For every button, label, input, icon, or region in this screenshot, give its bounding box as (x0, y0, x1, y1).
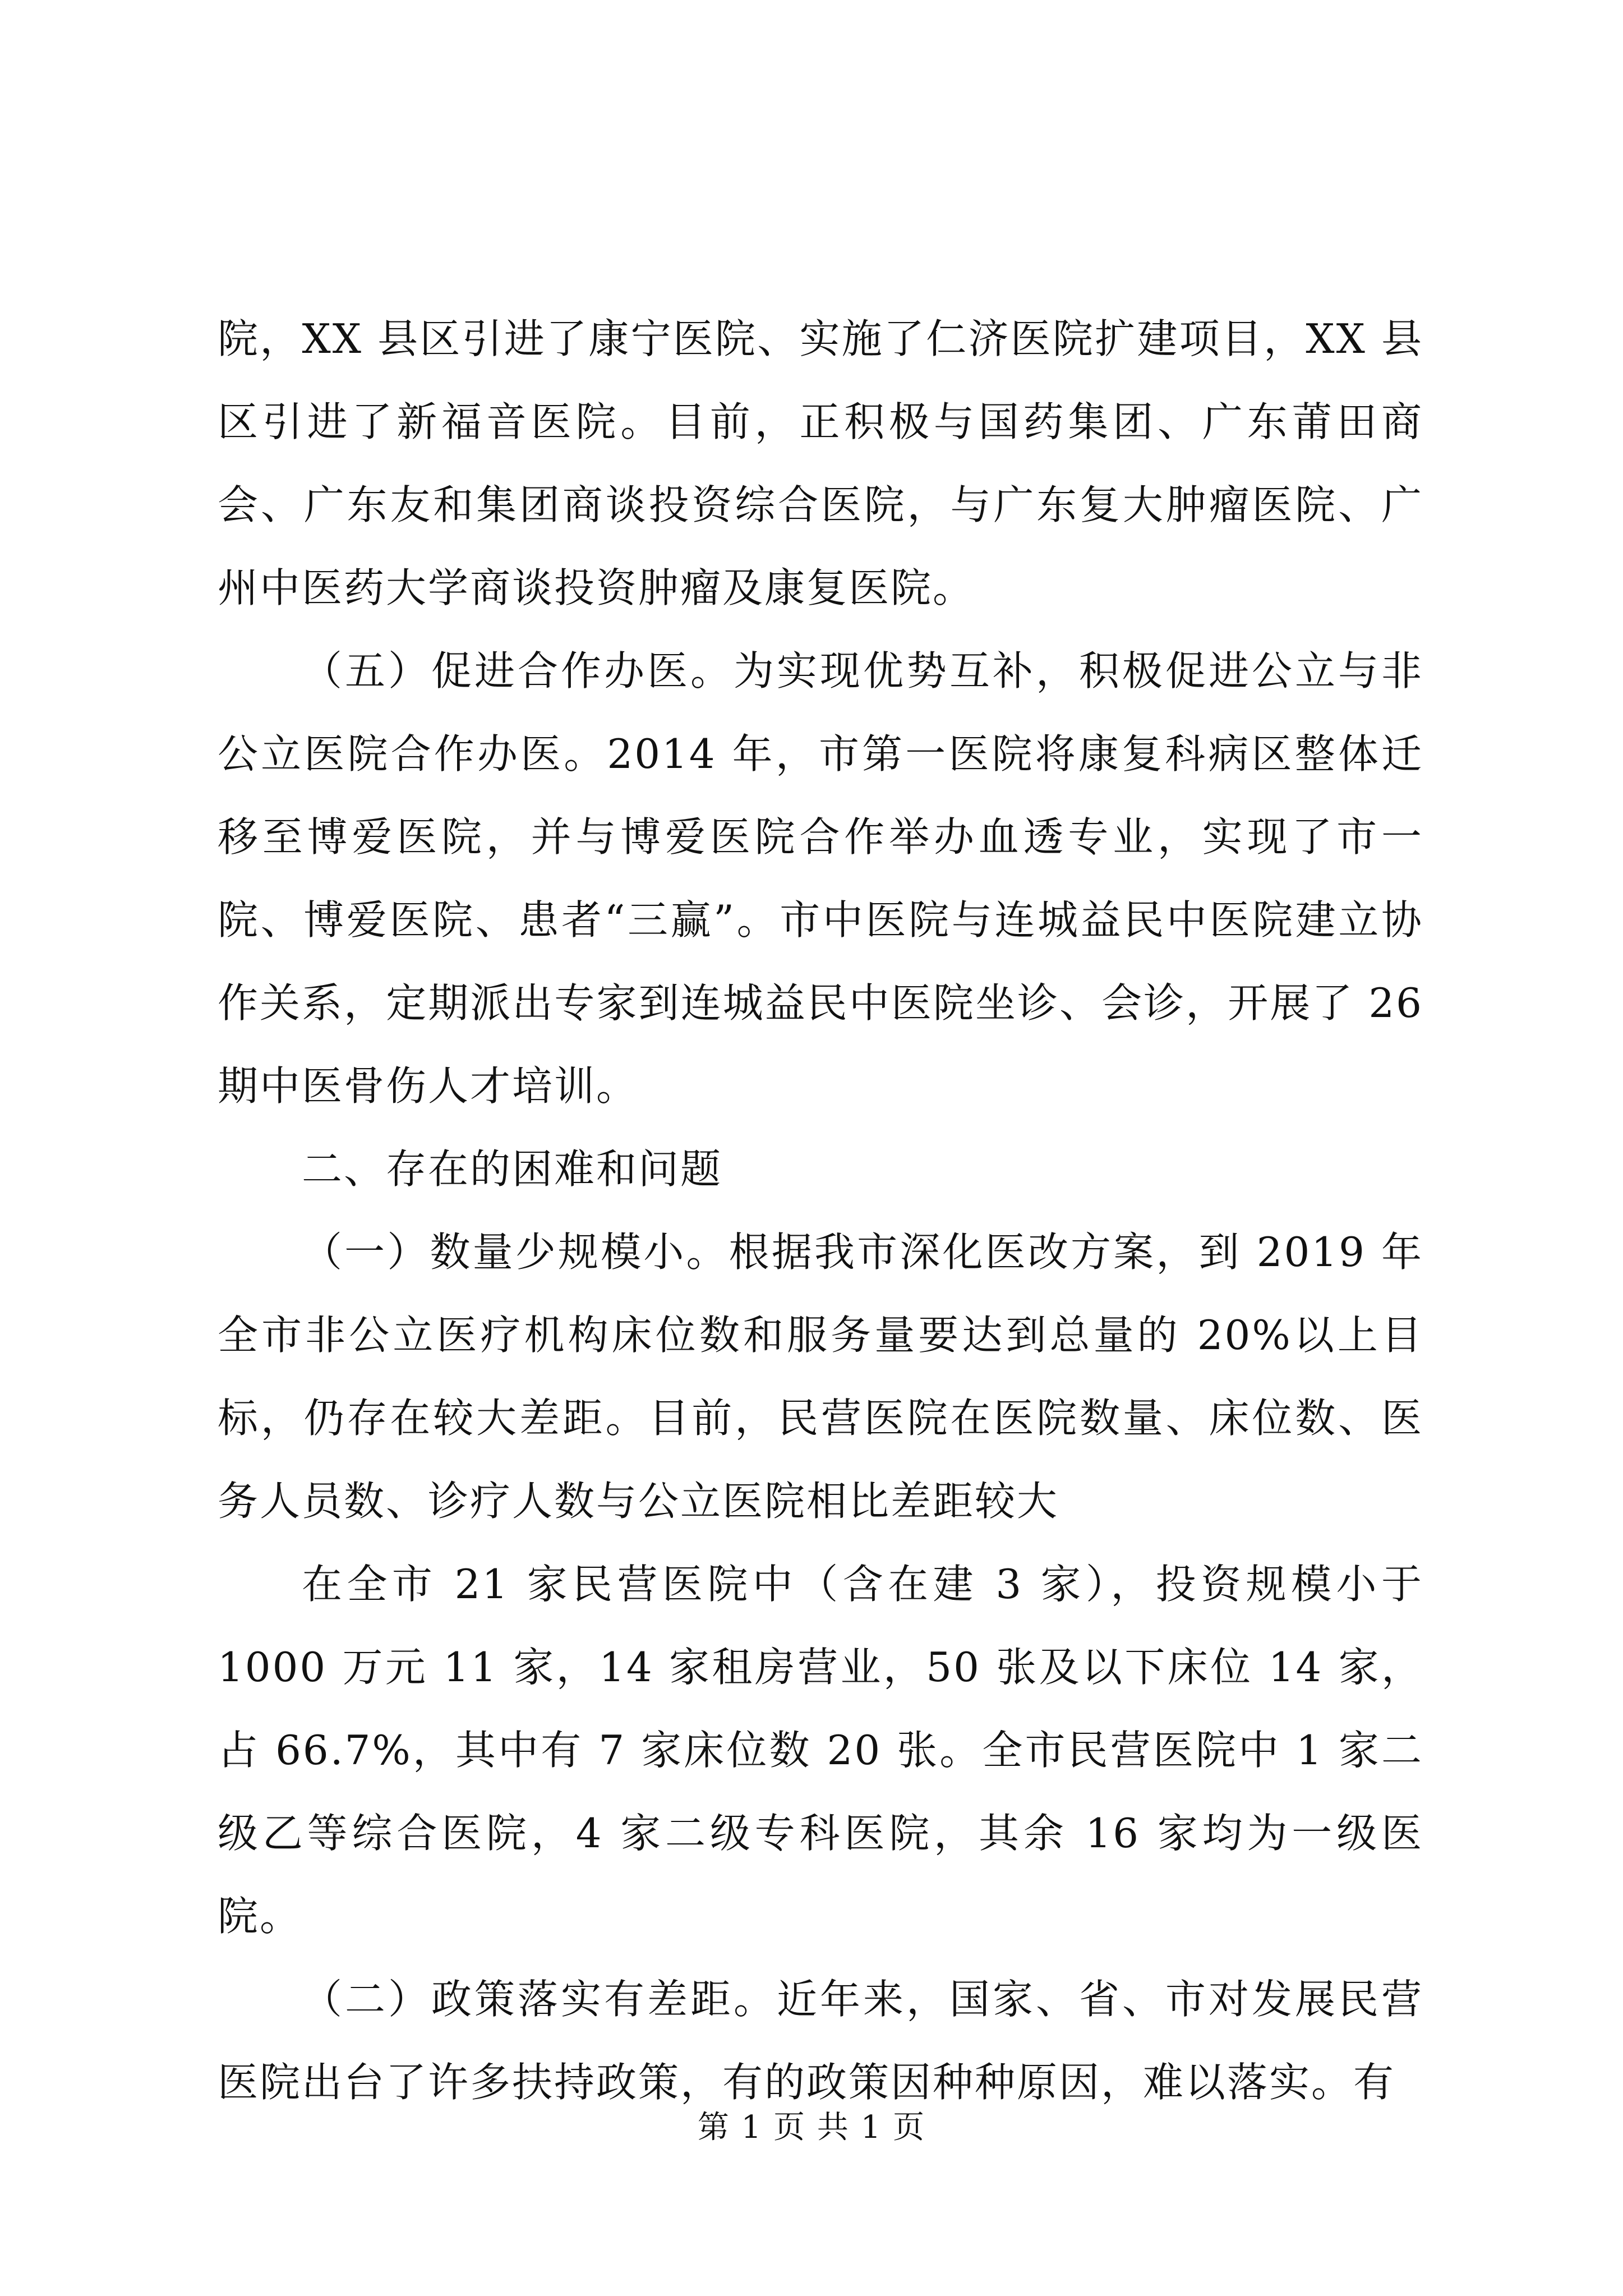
paragraph-policy-implementation-gap: （二）政策落实有差距。近年来，国家、省、市对发展民营医院出台了许多扶持政策，有的政策因种种原因，难以落实。有 (218, 1976, 1423, 2106)
paragraph-private-hospital-statistics: 在全市 21 家民营医院中（含在建 3 家），投资规模小于 1000 万元 11 家，14 家租房营业，50 张及以下床位 14 家，占 66.7%，其中有 7 家床位数 20 张。全市民营医院中 1 家二级乙等综合医院，4 家二级专科医院，其余 16 家均为一级医院。 (218, 1561, 1423, 1940)
paragraph-small-quantity-and-scale: （一）数量少规模小。根据我市深化医改方案，到 2019 年全市非公立医疗机构床位数和服务量要达到总量的 20%以上目标，仍存在较大差距。目前，民营医院在医院数量、床位数、医务人员数、诊疗人数与公立医院相比差距较大 (218, 1228, 1423, 1525)
paragraph-hospital-introductions: 院，XX 县区引进了康宁医院、实施了仁济医院扩建项目，XX 县区引进了新福音医院。目前，正积极与国药集团、广东莆田商会、广东友和集团商谈投资综合医院，与广东复大肿瘤医院、广州中医药大学商谈投资肿瘤及康复医院。 (218, 315, 1423, 611)
document-body (218, 297, 1423, 2124)
section-heading-difficulties-and-problems: 二、存在的困难和问题 (302, 1145, 723, 1193)
page-number-footer: 第 1 页 共 1 页 (697, 2109, 926, 2146)
paragraph-cooperative-medical-practice: （五）促进合作办医。为实现优势互补，积极促进公立与非公立医院合作办医。2014 年，市第一医院将康复科病区整体迁移至博爱医院，并与博爱医院合作举办血透专业，实现了市一院、博爱医院、患者“三赢”。市中医院与连城益民中医院建立协作关系，定期派出专家到连城益民中医院坐诊、会诊，开展了 26 期中医骨伤人才培训。 (218, 647, 1423, 1110)
